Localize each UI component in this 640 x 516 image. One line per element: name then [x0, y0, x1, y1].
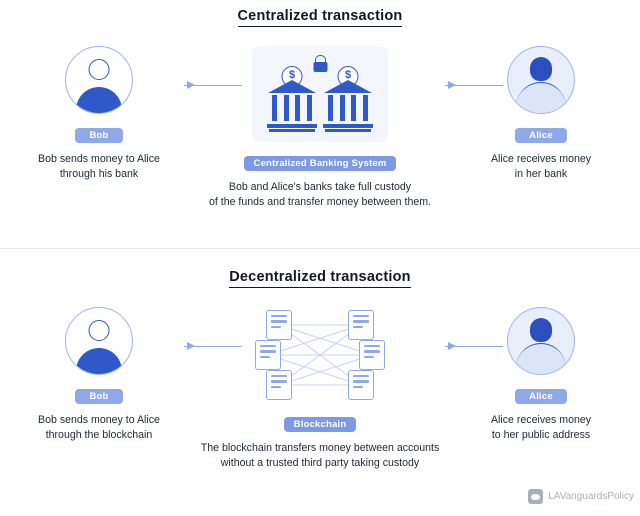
- centralized-arrow-left: [184, 46, 195, 92]
- decentralized-receiver-caption: Alice receives money to her public address: [490, 414, 592, 441]
- avatar-head-icon: [530, 318, 552, 342]
- decentralized-title-text: Decentralized transaction: [229, 269, 410, 288]
- decentralized-arrow-right: [445, 307, 456, 353]
- decentralized-section-title: [0, 249, 640, 285]
- avatar-head-icon: [89, 320, 110, 341]
- arrow-head: [448, 81, 456, 89]
- ledger-node-icon: [266, 370, 292, 400]
- centralized-middle-caption: Bob and Alice's banks take full custody of the funds and transfer money between them.: [208, 181, 431, 208]
- decentralized-sender-caption: Bob sends money to Alice through the blockchain: [38, 414, 160, 441]
- avatar-body-icon: [516, 82, 566, 113]
- centralized-row: [0, 46, 640, 210]
- bank-base: [323, 124, 373, 128]
- bank-base-2: [269, 129, 315, 132]
- bob-avatar: [65, 46, 133, 114]
- bank-right-wrap: [323, 69, 373, 132]
- bank-roof: [268, 80, 316, 93]
- centralized-receiver-caption: Alice receives money in her bank: [490, 153, 592, 180]
- centralized-arrow-right: [445, 46, 456, 92]
- arrow-right-icon: [184, 341, 195, 353]
- watermark: [528, 489, 634, 504]
- arrow-right-icon: [445, 80, 456, 92]
- decentralized-middle-caption: The blockchain transfers money between accounts without a trusted third party taking custody: [200, 442, 440, 469]
- arrow-head: [187, 342, 195, 350]
- alice-avatar: [507, 307, 575, 375]
- status-badge-blockchain: Blockchain: [284, 417, 357, 432]
- lock-body: [313, 62, 327, 72]
- arrow-right-icon: [184, 80, 195, 92]
- bank-left-wrap: [267, 69, 317, 132]
- avatar-body-icon: [516, 343, 566, 374]
- decentralized-section: [0, 249, 640, 471]
- bank-icon-right: [323, 80, 373, 132]
- watermark-text: LAVanguardsPolicy: [548, 491, 634, 502]
- arrow-head: [187, 81, 195, 89]
- bank-icon-left: [267, 80, 317, 132]
- avatar-body-icon: [76, 348, 122, 374]
- ledger-node-icon: [348, 370, 374, 400]
- blockchain-network-graphic: [252, 307, 388, 403]
- lock-icon: [313, 55, 328, 72]
- ledger-node-icon: [359, 340, 385, 370]
- bank-base: [267, 124, 317, 128]
- status-badge-bob: Bob: [75, 389, 122, 404]
- decentralized-middle-block: [195, 307, 445, 471]
- centralized-banking-panel: [252, 46, 388, 142]
- bank-roof: [324, 80, 372, 93]
- decentralized-arrow-left: [184, 307, 195, 353]
- status-badge-centralized-banking-system: Centralized Banking System: [244, 156, 397, 171]
- ledger-node-icon: [266, 310, 292, 340]
- bank-columns: [328, 95, 368, 121]
- centralized-receiver-block: [456, 46, 626, 182]
- centralized-middle-block: [195, 46, 445, 210]
- decentralized-receiver-block: [456, 307, 626, 443]
- status-badge-alice: Alice: [515, 128, 567, 143]
- ledger-node-icon: [255, 340, 281, 370]
- decentralized-sender-block: [14, 307, 184, 443]
- ledger-node-icon: [348, 310, 374, 340]
- bob-avatar: [65, 307, 133, 375]
- centralized-section: [0, 0, 640, 210]
- arrow-head: [448, 342, 456, 350]
- centralized-sender-caption: Bob sends money to Alice through his bank: [38, 153, 160, 180]
- centralized-section-title: [0, 0, 640, 24]
- avatar-head-icon: [530, 57, 552, 81]
- arrow-right-icon: [445, 341, 456, 353]
- decentralized-row: [0, 307, 640, 471]
- bank-columns: [272, 95, 312, 121]
- centralized-title-text: Centralized transaction: [238, 8, 403, 27]
- status-badge-bob: Bob: [75, 128, 122, 143]
- avatar-head-icon: [89, 59, 110, 80]
- watermark-logo-icon: [528, 489, 543, 504]
- centralized-sender-block: [14, 46, 184, 182]
- status-badge-alice: Alice: [515, 389, 567, 404]
- avatar-body-icon: [76, 87, 122, 113]
- coin-icon-right: $: [338, 66, 359, 87]
- coin-icon-left: $: [282, 66, 303, 87]
- bank-base-2: [325, 129, 371, 132]
- alice-avatar: [507, 46, 575, 114]
